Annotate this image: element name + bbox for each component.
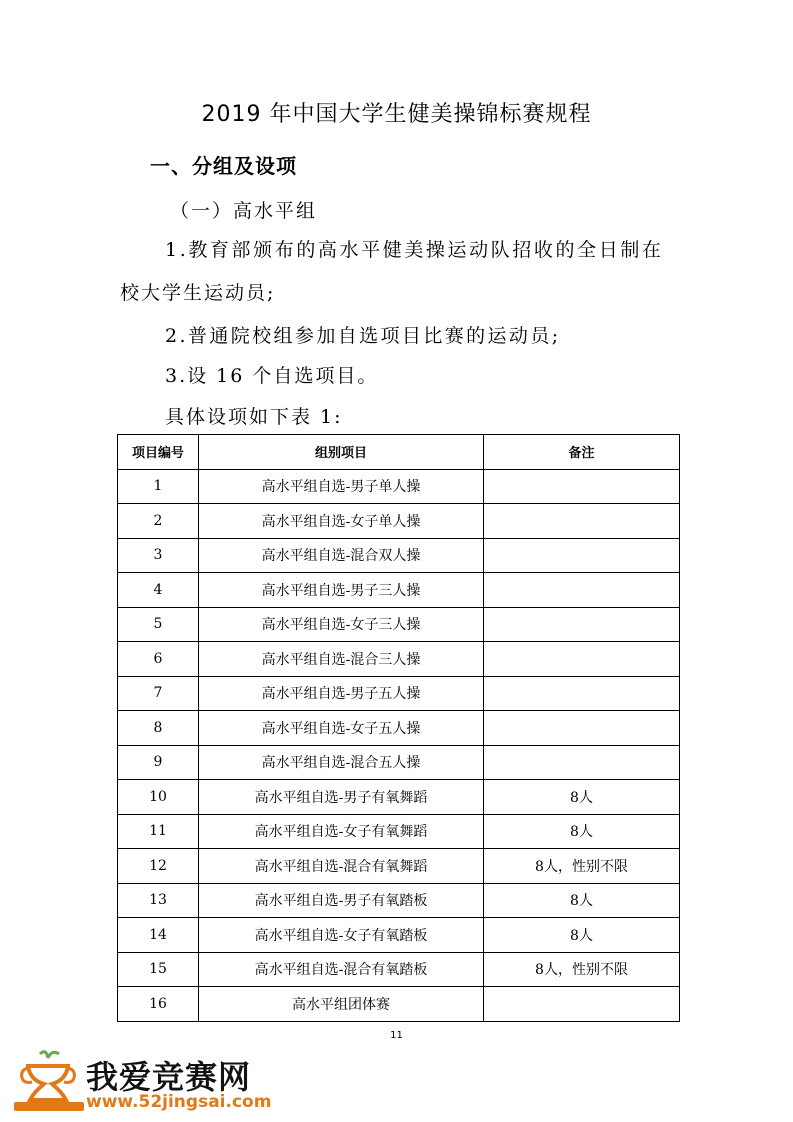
event-name-cell: 高水平组自选-男子有氧舞蹈 (199, 780, 484, 815)
event-name-cell: 高水平组自选-女子单人操 (199, 504, 484, 539)
event-number-cell: 6 (118, 642, 199, 677)
page-number: 11 (390, 1030, 403, 1041)
table-row (118, 952, 680, 987)
brand-name: 我爱竞赛网 (86, 1058, 252, 1096)
table-row (118, 883, 680, 918)
event-number-cell: 12 (118, 849, 199, 884)
section-heading: 一、分组及设项 (150, 154, 297, 178)
document-title: 2019 年中国大学生健美操锦标赛规程 (201, 102, 592, 127)
list-item-1-continued: 校大学生运动员; (120, 282, 276, 304)
table-row (118, 573, 680, 608)
event-name-cell: 高水平组自选-女子有氧舞蹈 (199, 814, 484, 849)
table-row (118, 642, 680, 677)
remarks-cell (484, 745, 680, 780)
list-item-2: 2.普通院校组参加自选项目比赛的运动员; (165, 325, 561, 347)
event-name-cell: 高水平组自选-混合双人操 (199, 538, 484, 573)
event-number-cell: 9 (118, 745, 199, 780)
event-name-cell: 高水平组自选-女子有氧踏板 (199, 918, 484, 953)
event-number-cell: 2 (118, 504, 199, 539)
remarks-cell: 8人 (484, 883, 680, 918)
header-remarks: 备注 (484, 435, 680, 470)
table-row (118, 607, 680, 642)
remarks-cell (484, 642, 680, 677)
event-number-cell: 10 (118, 780, 199, 815)
list-item-1: 1.教育部颁布的高水平健美操运动队招收的全日制在 (165, 239, 664, 261)
remarks-cell: 8人 (484, 918, 680, 953)
event-name-cell: 高水平组自选-混合有氧舞蹈 (199, 849, 484, 884)
trophy-logo-icon (10, 1048, 90, 1112)
table-row (118, 780, 680, 815)
event-name-cell: 高水平组自选-男子五人操 (199, 676, 484, 711)
table-row (118, 814, 680, 849)
event-name-cell: 高水平组自选-男子单人操 (199, 469, 484, 504)
event-number-cell: 5 (118, 607, 199, 642)
remarks-cell (484, 469, 680, 504)
event-number-cell: 14 (118, 918, 199, 953)
list-item-3: 3.设 16 个自选项目。 (165, 365, 379, 387)
event-number-cell: 13 (118, 883, 199, 918)
event-number-cell: 16 (118, 987, 199, 1022)
remarks-cell (484, 573, 680, 608)
table-row (118, 469, 680, 504)
remarks-cell: 8人 (484, 814, 680, 849)
table-header-row (118, 435, 680, 470)
event-name-cell: 高水平组团体赛 (199, 987, 484, 1022)
event-name-cell: 高水平组自选-混合有氧踏板 (199, 952, 484, 987)
table-body (118, 469, 680, 1021)
header-event-number: 项目编号 (118, 435, 199, 470)
remarks-cell (484, 607, 680, 642)
event-number-cell: 7 (118, 676, 199, 711)
event-number-cell: 11 (118, 814, 199, 849)
event-number-cell: 1 (118, 469, 199, 504)
event-name-cell: 高水平组自选-混合五人操 (199, 745, 484, 780)
event-name-cell: 高水平组自选-混合三人操 (199, 642, 484, 677)
event-name-cell: 高水平组自选-男子三人操 (199, 573, 484, 608)
table-row (118, 849, 680, 884)
event-number-cell: 4 (118, 573, 199, 608)
table-row (118, 745, 680, 780)
event-number-cell: 3 (118, 538, 199, 573)
event-number-cell: 8 (118, 711, 199, 746)
table-row (118, 711, 680, 746)
event-number-cell: 15 (118, 952, 199, 987)
remarks-cell: 8人，性别不限 (484, 952, 680, 987)
event-name-cell: 高水平组自选-女子五人操 (199, 711, 484, 746)
remarks-cell: 8人 (484, 780, 680, 815)
events-table (117, 434, 680, 1022)
header-event-name: 组别项目 (199, 435, 484, 470)
subsection-heading: （一）高水平组 (170, 200, 318, 222)
remarks-cell: 8人，性别不限 (484, 849, 680, 884)
table-row (118, 918, 680, 953)
event-name-cell: 高水平组自选-男子有氧踏板 (199, 883, 484, 918)
remarks-cell (484, 987, 680, 1022)
remarks-cell (484, 711, 680, 746)
event-name-cell: 高水平组自选-女子三人操 (199, 607, 484, 642)
table-row (118, 987, 680, 1022)
table-row (118, 676, 680, 711)
table-row (118, 504, 680, 539)
brand-url: www.52jingsai.com (86, 1092, 272, 1112)
remarks-cell (484, 504, 680, 539)
table-row (118, 538, 680, 573)
remarks-cell (484, 676, 680, 711)
table-intro: 具体设项如下表 1: (165, 406, 343, 428)
remarks-cell (484, 538, 680, 573)
